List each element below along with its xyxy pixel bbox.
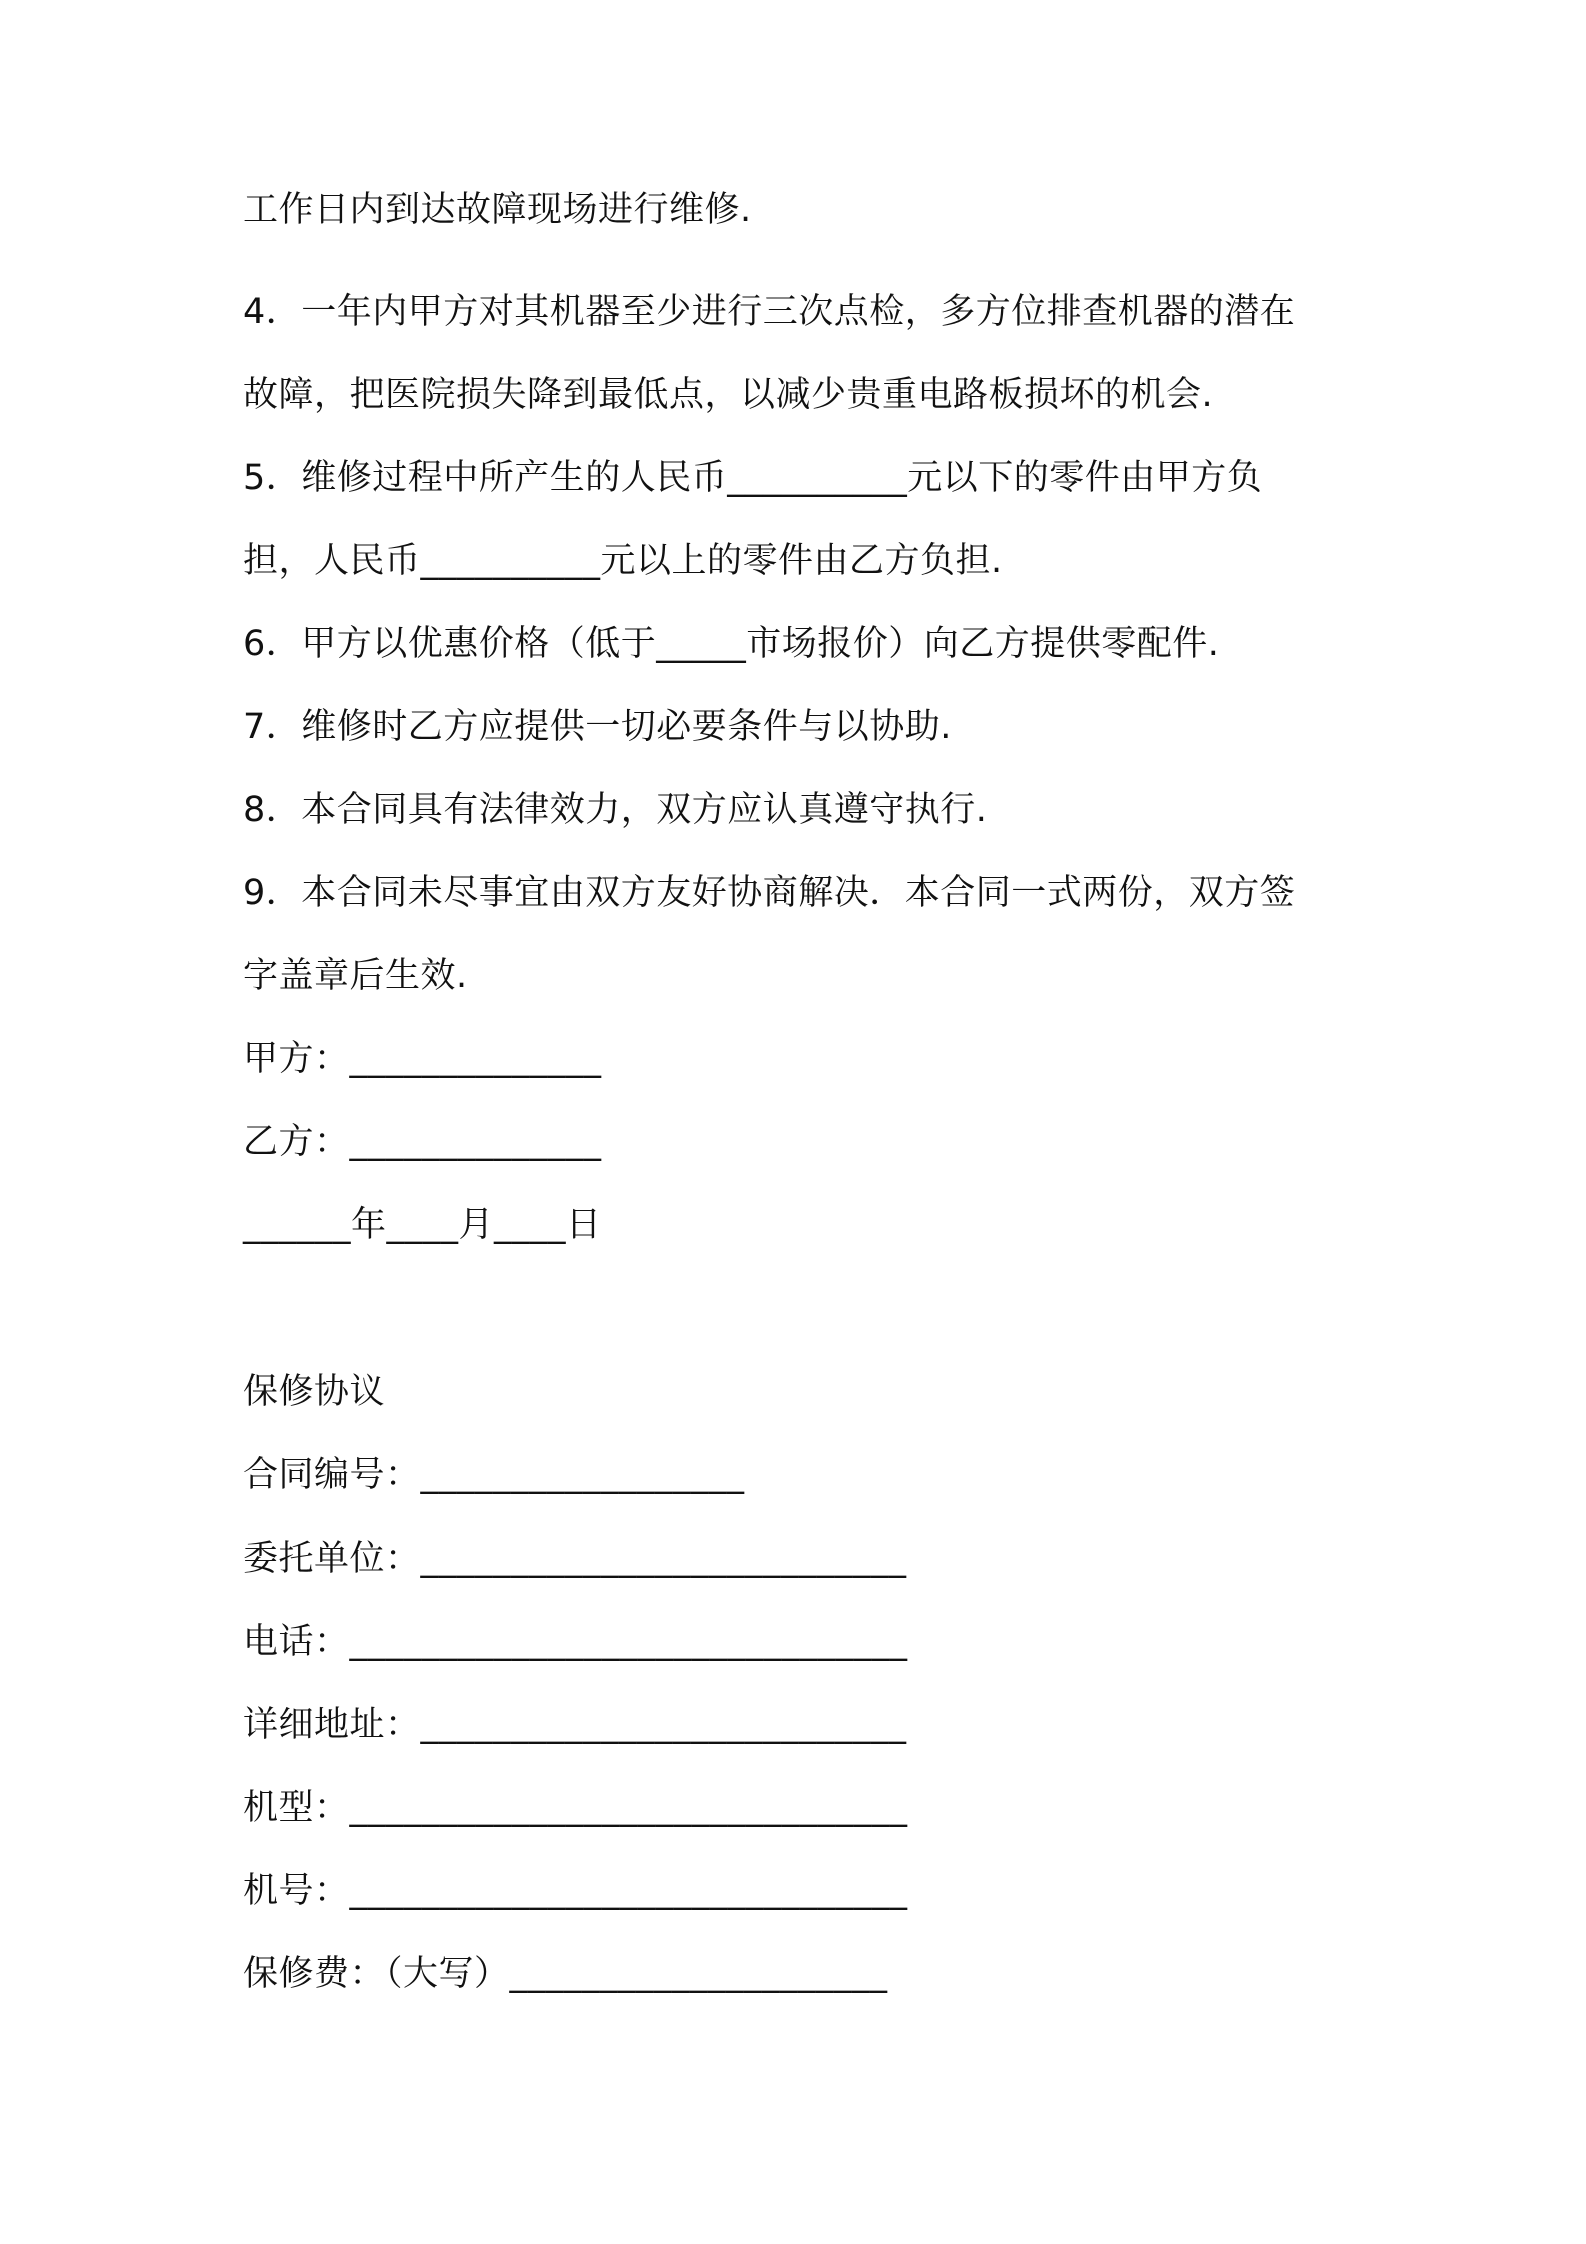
address-field: 详细地址：___________________________	[243, 1705, 907, 1745]
clause-7: 7．维修时乙方应提供一切必要条件与以协助.	[243, 707, 952, 747]
machine-number-field: 机号：_______________________________	[243, 1871, 908, 1911]
clause-4-line-2: 故障，把医院损失降到最低点，以减少贵重电路板损坏的机会.	[243, 375, 1214, 415]
client-unit-field: 委托单位：___________________________	[243, 1539, 907, 1579]
clause-9-line-2: 字盖章后生效.	[243, 956, 468, 996]
party-b-signature: 乙方：______________	[243, 1122, 602, 1162]
warranty-fee-field: 保修费：（大写）_____________________	[243, 1954, 888, 1994]
date-line: ______年____月____日	[243, 1205, 602, 1245]
party-a-signature: 甲方：______________	[243, 1039, 602, 1079]
clause-5-line-2: 担，人民币__________元以上的零件由乙方负担.	[243, 541, 1003, 581]
clause-5-line-1: 5．维修过程中所产生的人民币__________元以下的零件由甲方负	[243, 458, 1263, 498]
section-title: 保修协议	[243, 1372, 386, 1412]
clause-8: 8．本合同具有法律效力，双方应认真遵守执行.	[243, 790, 988, 830]
clause-6: 6．甲方以优惠价格（低于_____市场报价）向乙方提供零配件.	[243, 624, 1220, 664]
machine-model-field: 机型：_______________________________	[243, 1788, 908, 1828]
clause-9-line-1: 9．本合同未尽事宜由双方友好协商解决．本合同一式两份，双方签	[243, 873, 1296, 913]
clause-4-line-1: 4．一年内甲方对其机器至少进行三次点检，多方位排查机器的潜在	[243, 292, 1296, 332]
phone-field: 电话：_______________________________	[243, 1622, 908, 1662]
contract-number-field: 合同编号：__________________	[243, 1455, 745, 1495]
text-line: 工作日内到达故障现场进行维修.	[243, 190, 752, 230]
